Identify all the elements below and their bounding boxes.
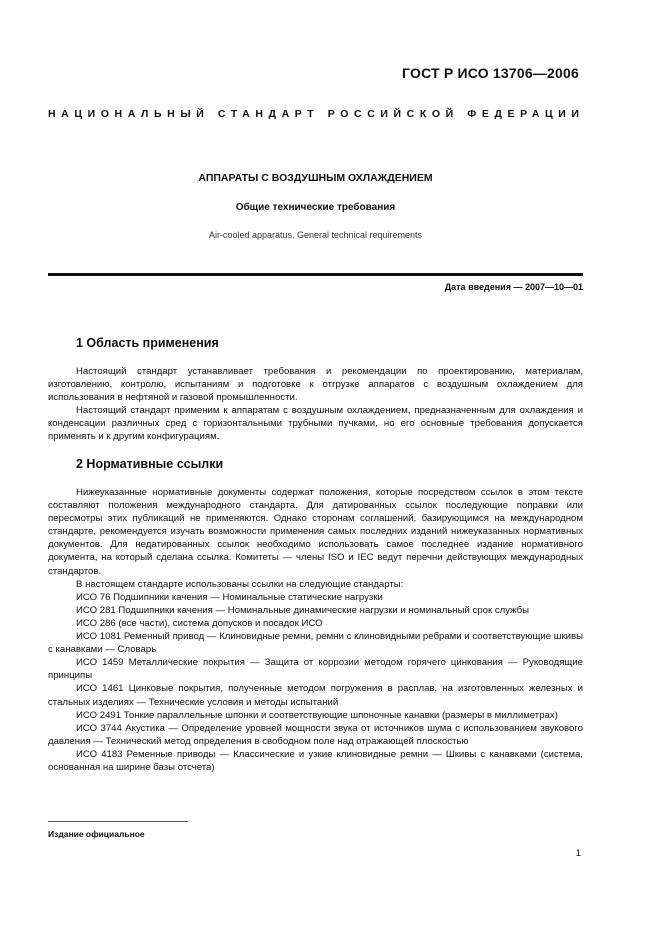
- section-body-references: [48, 486, 583, 774]
- reference-item: ИСО 1459 Металлические покрытия — Защита от коррозии методом горячего цинкования — Руководящие принципы: [48, 657, 583, 682]
- reference-item: ИСО 281 Подшипники качения — Номинальные динамические нагрузки и номинальный срок службы: [76, 604, 530, 616]
- footer-divider: [48, 821, 188, 822]
- title-divider: [48, 273, 583, 276]
- document-title: АППАРАТЫ С ВОЗДУШНЫМ ОХЛАЖДЕНИЕМ: [198, 172, 433, 184]
- paragraph: В настоящем стандарте использованы ссылки на следующие стандарты:: [76, 578, 404, 590]
- section-heading-scope: 1 Область применения: [76, 336, 219, 350]
- reference-item: ИСО 76 Подшипники качения — Номинальные статические нагрузки: [76, 591, 383, 603]
- paragraph: Нижеуказанные нормативные документы содержат положения, которые посредством ссылок в этом тексте составляют положения международного стандарта. Для датированных ссылок последующие поправки или пересмотры этих публикаций не применяются. Однако сторонам соглашений, базирующимся на международном стандарте, рекомендуется изучать возможности применения самых последних изданий нижеуказанных нормативных документов. Для недатированных ссылок необходимо использовать самое последнее издание нормативного документа, на который сделана ссылка. Комитеты — члены ISO и IEC ведут перечни действующих международных стандартов.: [48, 487, 583, 577]
- reference-item: ИСО 2491 Тонкие параллельные шпонки и соответствующие шпоночные канавки (размеры в миллиметрах): [76, 709, 558, 721]
- document-title-english: Air-cooled apparatus. General technical requirements: [208, 230, 423, 240]
- introduction-date: Дата введения — 2007—10—01: [444, 282, 583, 292]
- standard-number: ГОСТ Р ИСО 13706—2006: [402, 65, 579, 81]
- paragraph: Настоящий стандарт устанавливает требования и рекомендации по проектированию, материалам, изготовлению, контролю, испытаниям и подготовке к отгрузке аппаратов с воздушным охлаждением для использования в нефтяной и газовой промышленности.: [48, 366, 583, 404]
- section-heading-references: 2 Нормативные ссылки: [76, 457, 224, 471]
- reference-item: ИСО 1081 Ременный привод — Клиновидные ремни, ремни с клиновидными ребрами и соответствующие шкивы с канавками — Словарь: [48, 631, 583, 656]
- national-standard-banner: НАЦИОНАЛЬНЫЙ СТАНДАРТ РОССИЙСКОЙ ФЕДЕРАЦИИ: [48, 108, 585, 120]
- paragraph: Настоящий стандарт применим к аппаратам с воздушным охлаждением, предназначенным для охлаждения и конденсации различных сред с горизонтальными трубными пучками, но его основные требования допускается применять и к другим конфигурациям.: [48, 405, 583, 443]
- official-edition-label: Издание официальное: [48, 829, 145, 839]
- reference-item: ИСО 1461 Цинковые покрытия, полученные методом погружения в расплав, на изготовленных железных и стальных изделиях — Технические условия и методы испытаний: [48, 683, 583, 708]
- reference-item: ИСО 3744 Акустика — Определение уровней мощности звука от источников шума с использованием звукового давления — Технический метод определения в свободном поле над отражающей плоскостью: [48, 722, 583, 747]
- document-subtitle: Общие технические требования: [235, 202, 396, 213]
- reference-item: ИСО 286 (все части), система допусков и посадок ИСО: [76, 617, 323, 629]
- reference-item: ИСО 4183 Ременные приводы — Классические и узкие клиновидные ремни — Шкивы с канавками (система, основанная на ширине базы отсчета): [48, 748, 583, 773]
- section-body-scope: [48, 365, 583, 444]
- page-number: 1: [575, 848, 581, 859]
